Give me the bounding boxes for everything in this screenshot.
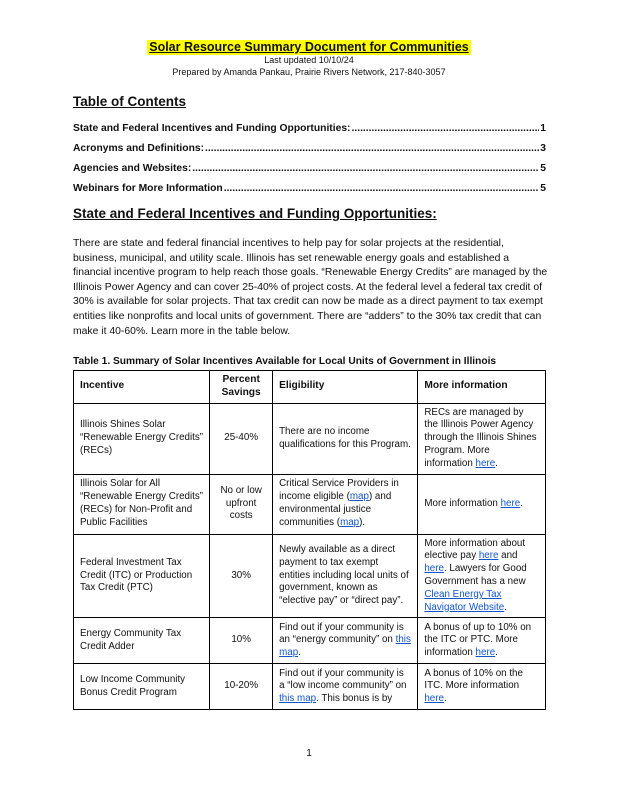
cell-text: Critical Service Providers in income eligible ( <box>279 478 399 503</box>
more-info-cell <box>418 664 546 710</box>
incentive-cell: Federal Investment Tax Credit (ITC) or Production Tax Credit (PTC) <box>74 534 210 618</box>
table-link[interactable]: here <box>424 693 444 705</box>
cell-text: More information <box>424 497 501 509</box>
toc-entry[interactable] <box>73 136 546 156</box>
toc-entry[interactable] <box>73 176 546 196</box>
section-heading: State and Federal Incentives and Funding Opportunities: <box>73 206 437 221</box>
toc-heading: Table of Contents <box>73 94 186 109</box>
cell-text: . <box>520 497 523 509</box>
toc-entry-title[interactable]: Agencies and Websites: <box>73 163 192 174</box>
header-incentive: Incentive <box>74 371 210 404</box>
table-link[interactable]: here <box>475 457 496 469</box>
cell-text: . Lawyers for Good Government has a new <box>424 563 527 587</box>
header-more-information: More information <box>418 371 546 404</box>
cell-text: ). <box>359 516 366 528</box>
cell-text: A bonus of 10% on the ITC. More information <box>424 667 523 692</box>
savings-cell: 25-40% <box>210 403 273 474</box>
toc-leader-dots <box>351 122 539 136</box>
table-link[interactable]: this map <box>279 634 411 659</box>
table-row <box>74 618 546 664</box>
cell-text: Newly available as a direct payment to tax exempt entities including local units of government, known as “elective pay” or “direct pay”. <box>279 543 409 607</box>
cell-text: A bonus of up to 10% on the ITC or PTC. More information <box>424 621 532 659</box>
more-info-cell <box>418 618 546 664</box>
cell-text: Find out if your community is a “low income community” on <box>279 667 407 692</box>
toc-list <box>73 116 546 196</box>
toc-leader-dots <box>192 162 539 176</box>
cell-text: and <box>498 550 518 562</box>
savings-cell: 10-20% <box>210 664 273 710</box>
cell-text: There are no income qualifications for this Program. <box>279 425 411 450</box>
toc-leader-dots <box>205 142 539 156</box>
cell-text: Find out if your community is an “energy community” on <box>279 621 404 646</box>
table-row <box>74 474 546 534</box>
toc-leader-dots <box>224 182 540 196</box>
cell-text: . <box>495 647 498 659</box>
incentive-cell: Illinois Solar for All “Renewable Energy Credits” (RECs) for Non-Profit and Public Facilities <box>74 474 210 534</box>
table-link[interactable]: here <box>475 647 496 659</box>
incentive-cell: Illinois Shines Solar “Renewable Energy Credits” (RECs) <box>74 403 210 474</box>
table-caption: Table 1. Summary of Solar Incentives Available for Local Units of Government in Illinois <box>73 356 497 367</box>
cell-text: . <box>495 457 498 469</box>
savings-cell: No or low upfront costs <box>210 474 273 534</box>
cell-text: . <box>298 647 301 659</box>
eligibility-cell <box>273 474 418 534</box>
header-percent-savings: Percent Savings <box>210 371 273 404</box>
cell-text: . <box>443 693 447 705</box>
cell-text: More information about elective pay <box>424 537 526 562</box>
toc-entry[interactable] <box>73 116 546 136</box>
last-updated: Last updated 10/10/24 <box>264 55 354 65</box>
eligibility-cell <box>273 534 418 618</box>
toc-entry-title[interactable]: Webinars for More Information <box>73 183 223 194</box>
toc-entry-title[interactable]: State and Federal Incentives and Funding Opportunities: <box>73 123 351 134</box>
page-number: 1 <box>306 748 312 759</box>
prepared-by: Prepared by Amanda Pankau, Prairie Rivers Network, 217-840-3057 <box>172 67 446 77</box>
table-link[interactable]: map <box>349 491 369 503</box>
toc-entry-page: 3 <box>540 143 546 154</box>
incentive-cell: Energy Community Tax Credit Adder <box>74 618 210 664</box>
table-link[interactable]: this map <box>279 693 317 705</box>
table-link[interactable]: here <box>500 497 521 509</box>
cell-text: RECs are managed by the Illinois Power Agency through the Illinois Shines Program. More information <box>424 406 537 469</box>
eligibility-cell <box>273 618 418 664</box>
toc-entry[interactable] <box>73 156 546 176</box>
table-row <box>74 534 546 618</box>
more-info-cell <box>418 534 546 618</box>
table-link[interactable]: map <box>340 516 360 528</box>
table-header-row <box>74 371 546 404</box>
toc-entry-page: 5 <box>540 183 546 194</box>
intro-paragraph: There are state and federal financial incentives to help pay for solar projects at the residential, business, municipal, and utility scale. Illinois has set renewable energy goals and established a financial incentive program to help reach those goals. “Renewable Energy Credits” are managed by the Illinois Power Agency and can cover 25-40% of project costs. At the federal level a federal tax credit of 30% is available for solar projects. That tax credit can now be made as a direct payment to tax exempt entities like nonprofits and local units of government. There are “adders” to the 30% tax credit that can make it 40-60%. Learn more in the table below. <box>73 238 548 337</box>
savings-cell: 30% <box>210 534 273 618</box>
cell-text: ) and environmental justice communities ( <box>279 491 392 528</box>
cell-text: . <box>504 601 507 613</box>
table-row <box>74 403 546 474</box>
more-info-cell <box>418 403 546 474</box>
toc-entry-title[interactable]: Acronyms and Definitions: <box>73 143 205 154</box>
header-eligibility: Eligibility <box>273 371 418 404</box>
more-info-cell <box>418 474 546 534</box>
eligibility-cell <box>273 664 418 710</box>
table-link[interactable]: here <box>424 563 444 575</box>
toc-entry-page: 5 <box>540 163 546 174</box>
table-body <box>74 403 546 710</box>
table-row <box>74 664 546 710</box>
savings-cell: 10% <box>210 618 273 664</box>
eligibility-cell <box>273 403 418 474</box>
incentive-cell: Low Income Community Bonus Credit Program <box>74 664 210 710</box>
cell-text: . This bonus is by <box>316 693 393 705</box>
table-link[interactable]: here <box>478 550 499 562</box>
document-title: Solar Resource Summary Document for Communities <box>149 40 469 54</box>
toc-entry-page: 1 <box>540 123 546 134</box>
table-link[interactable]: Clean Energy Tax Navigator Website <box>424 588 505 613</box>
incentives-table <box>73 370 546 710</box>
